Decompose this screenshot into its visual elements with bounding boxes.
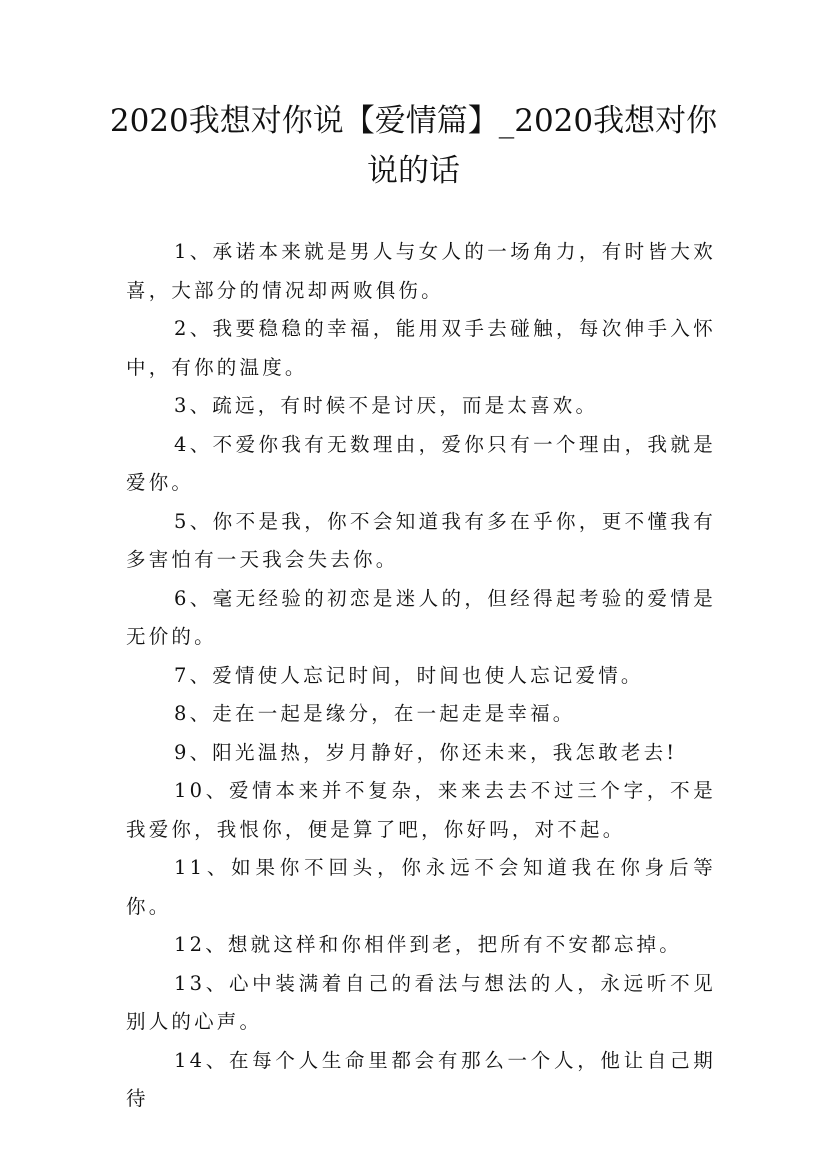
- paragraph-12: 12、想就这样和你相伴到老，把所有不安都忘掉。: [174, 933, 682, 956]
- paragraph-9: 9、阳光温热，岁月静好，你还未来，我怎敢老去!: [174, 740, 678, 764]
- paragraph-1: 1、承诺本来就是男人与女人的一场角力，有时皆大欢喜，大部分的情况却两败俱伤。: [126, 240, 716, 302]
- paragraph-13: 13、心中装满着自己的看法与想法的人，永远听不见别人的心声。: [126, 971, 716, 1033]
- paragraph-7: 7、爱情使人忘记时间，时间也使人忘记爱情。: [174, 663, 644, 687]
- paragraph-8: 8、走在一起是缘分，在一起走是幸福。: [174, 702, 576, 725]
- paragraph-11: 11、如果你不回头，你永远不会知道我在你身后等你。: [126, 856, 716, 918]
- paragraph-5: 5、你不是我，你不会知道我有多在乎你，更不懂我有多害怕有一天我会失去你。: [126, 509, 716, 571]
- paragraph-4: 4、不爱你我有无数理由，爱你只有一个理由，我就是爱你。: [126, 432, 716, 494]
- paragraph-14: 14、在每个人生命里都会有那么一个人，他让自己期待: [126, 1048, 716, 1110]
- paragraph-10: 10、爱情本来并不复杂，来来去去不过三个字，不是我爱你，我恨你，便是算了吧，你好吗，对不起。: [126, 779, 716, 841]
- document-title: 2020我想对你说【爱情篇】_2020我想对你说的话: [109, 103, 718, 189]
- paragraph-6: 6、毫无经验的初恋是迷人的，但经得起考验的爱情是无价的。: [126, 586, 716, 648]
- paragraph-2: 2、我要稳稳的幸福，能用双手去碰触，每次伸手入怀中，有你的温度。: [126, 317, 716, 379]
- document-body: [126, 233, 716, 1119]
- paragraph-3: 3、疏远，有时候不是讨厌，而是太喜欢。: [174, 394, 599, 417]
